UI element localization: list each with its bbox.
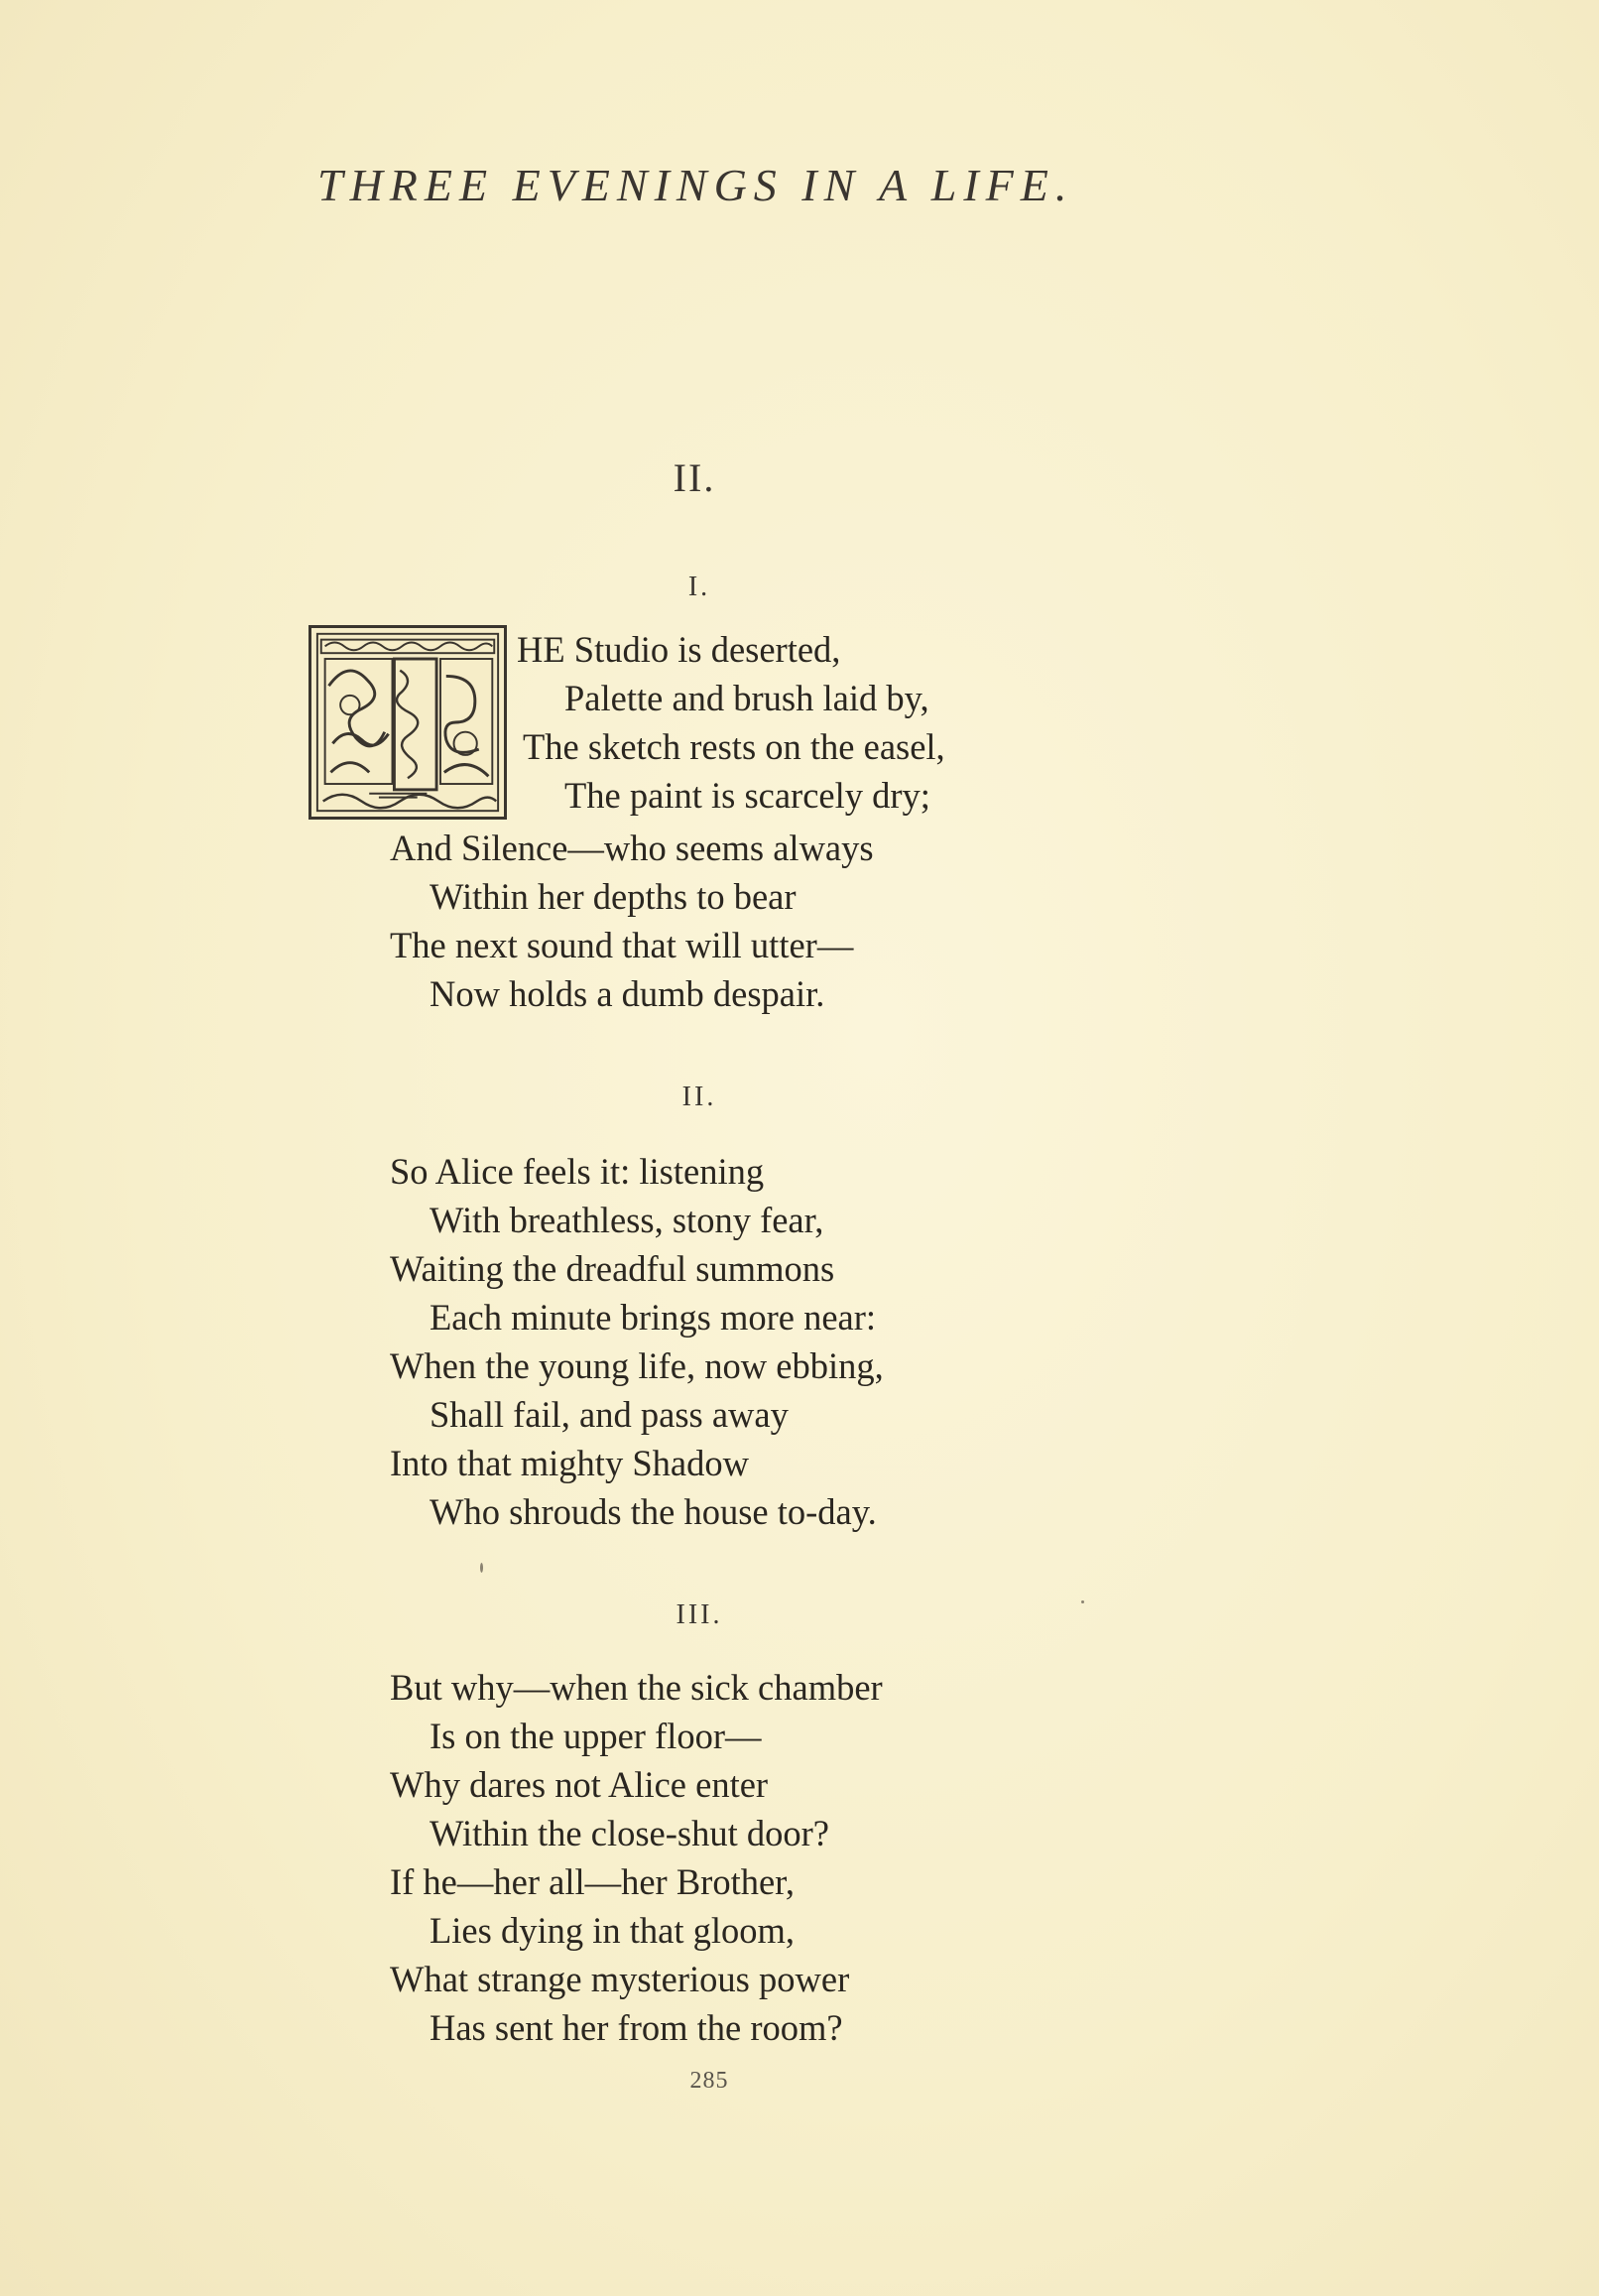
stanza-number-1: I. xyxy=(687,572,711,602)
poem-line: Each minute brings more near: xyxy=(430,1297,877,1338)
poem-line: With breathless, stony fear, xyxy=(430,1200,824,1240)
poem-line: HE Studio is deserted, xyxy=(517,629,841,670)
stanza-2 xyxy=(390,1147,1084,1536)
stanza-number-3: III. xyxy=(676,1599,723,1630)
poem-line: Why dares not Alice enter xyxy=(390,1764,769,1805)
paper-speck xyxy=(480,1563,483,1573)
page-number: 285 xyxy=(689,2068,729,2094)
poem-line: Shall fail, and pass away xyxy=(430,1394,789,1435)
stanza-3 xyxy=(390,1663,1084,2052)
paper-speck xyxy=(1081,1600,1084,1603)
poem-line: What strange mysterious power xyxy=(390,1959,850,1999)
poem-line: Within her depths to bear xyxy=(430,876,797,917)
poem-line: The next sound that will utter— xyxy=(390,925,854,965)
poem-line: Who shrouds the house to-day. xyxy=(430,1491,877,1532)
stanza-number-2: II. xyxy=(681,1082,717,1112)
stanza-1-continued xyxy=(390,824,1084,1018)
poem-line: The sketch rests on the easel, xyxy=(523,726,945,767)
poem-line: The paint is scarcely dry; xyxy=(564,775,930,816)
poem-line: Now holds a dumb despair. xyxy=(430,973,825,1014)
poem-line: If he—her all—her Brother, xyxy=(390,1861,795,1902)
poem-line: So Alice feels it: listening xyxy=(390,1151,765,1192)
poem-line: Lies dying in that gloom, xyxy=(430,1910,796,1951)
poem-line: But why—when the sick chamber xyxy=(390,1667,883,1708)
poem-line: Within the close-shut door? xyxy=(430,1813,829,1853)
poem-line: Is on the upper floor— xyxy=(430,1716,762,1756)
drop-cap-lines xyxy=(517,625,945,820)
poem-line: Palette and brush laid by, xyxy=(564,678,929,718)
poem-line: Waiting the dreadful summons xyxy=(390,1248,835,1289)
running-head: THREE EVENINGS IN A LIFE. xyxy=(317,160,1074,210)
poem-line: And Silence—who seems always xyxy=(390,828,874,868)
part-heading: II. xyxy=(673,455,716,500)
decorated-initial-t xyxy=(308,625,507,820)
poem-line: When the young life, now ebbing, xyxy=(390,1345,884,1386)
poem-line: Has sent her from the room? xyxy=(430,2007,843,2048)
poem-line: Into that mighty Shadow xyxy=(390,1443,749,1483)
